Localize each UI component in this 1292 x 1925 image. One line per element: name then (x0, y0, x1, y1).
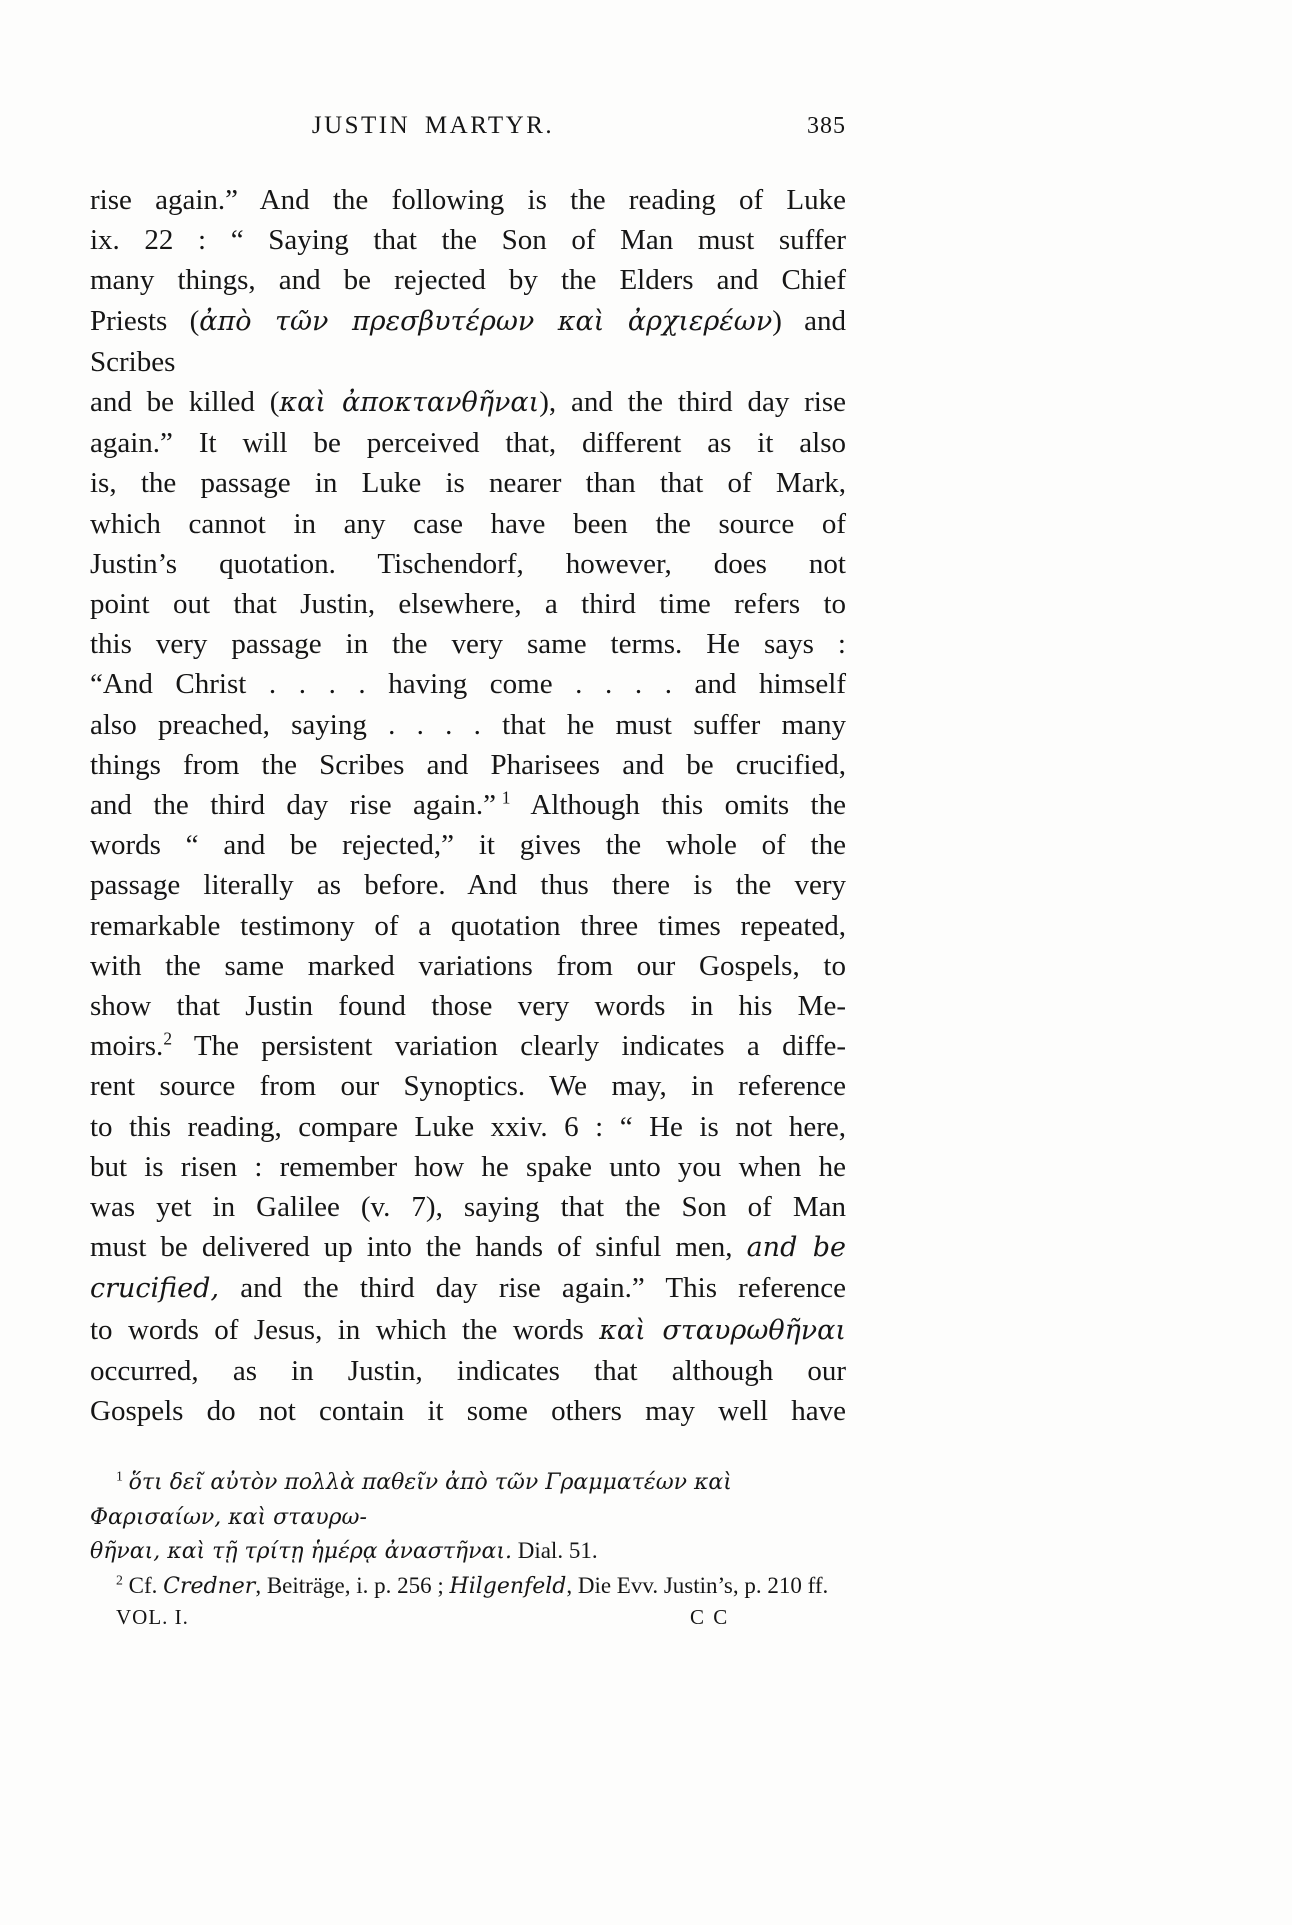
body-text-line: was yet in Galilee (v. 7), saying that the Son of Man (90, 1191, 846, 1224)
body-text-line: show that Justin found those very words in his Me- (90, 990, 846, 1023)
body-text-line: crucified, and the third day rise again.” This reference (90, 1272, 846, 1305)
body-text-line: point out that Justin, elsewhere, a third time refers to (90, 588, 846, 621)
text-column (90, 112, 846, 1637)
body-text-line: with the same marked variations from our Gospels, to (90, 949, 846, 982)
body-text-line: words “ and be rejected,” it gives the whole of the (90, 829, 846, 862)
body-text-line: ix. 22 : “ Saying that the Son of Man must suffer (90, 224, 846, 257)
body-text-line: rise again.” And the following is the reading of Luke (90, 184, 846, 216)
footnotes (90, 1465, 846, 1603)
body-text (90, 180, 846, 1431)
volume-label: VOL. I. (116, 1605, 189, 1630)
body-text-line: must be delivered up into the hands of sinful men, and be (90, 1231, 846, 1264)
body-text-line: Justin’s quotation. Tischendorf, however, does not (90, 547, 846, 580)
body-text-line: passage literally as before. And thus there is the very (90, 869, 846, 902)
body-text-line: remarkable testimony of a quotation three times repeated, (90, 909, 846, 942)
body-text-line: again.” It will be perceived that, different as it also (90, 427, 846, 460)
footer-row (90, 1605, 846, 1637)
body-text-line: to words of Jesus, in which the words καὶ σταυρωθῆναι (90, 1313, 846, 1346)
body-text-line: rent source from our Synoptics. We may, in reference (90, 1070, 846, 1103)
page-number: 385 (807, 113, 846, 139)
body-text-line: occurred, as in Justin, indicates that although our (90, 1354, 846, 1387)
printer-signature: C C (690, 1605, 730, 1630)
footnote-line: θῆναι, καὶ τῇ τρίτῃ ἡμέρᾳ ἀναστῆναι. Dial. 51. (90, 1538, 598, 1565)
body-text-line: and be killed (καὶ ἀποκτανθῆναι), and the third day rise (90, 386, 846, 419)
running-title: JUSTIN MARTYR. (311, 112, 555, 139)
running-header (90, 112, 846, 158)
footnote-line: $^2$ Cf. Credner, Beiträge, i. p. 256 ; Hilgenfeld, Die Evv. Justin’s, p. 210 ff. (116, 1572, 829, 1599)
body-text-line: also preached, saying . . . . that he must suffer many (90, 708, 846, 741)
body-text-line: which cannot in any case have been the source of (90, 507, 846, 540)
body-text-line: Priests (ἀπὸ τῶν πρεσβυτέρων καὶ ἀρχιερέων) and Scribes (90, 304, 846, 378)
body-text-line: this very passage in the very same terms. He says : (90, 628, 846, 661)
body-text-line: many things, and be rejected by the Elders and Chief (90, 264, 846, 297)
body-text-line: and the third day rise again.” $^1$ Although this omits the (90, 787, 846, 822)
footnote-line: $^1$ ὅτι δεῖ αὐτὸν πολλὰ παθεῖν ἀπὸ τῶν Γραμματέων καὶ Φαρισαίων, καὶ σταυρω- (90, 1468, 732, 1530)
body-text-line: is, the passage in Luke is nearer than that of Mark, (90, 467, 846, 500)
body-text-line: things from the Scribes and Pharisees and be crucified, (90, 748, 846, 781)
body-text-line: Gospels do not contain it some others may well have (90, 1395, 846, 1428)
body-text-line: “And Christ . . . . having come . . . . and himself (90, 668, 846, 701)
body-text-line: moirs.$^2$ The persistent variation clearly indicates a diffe- (90, 1028, 846, 1063)
body-text-line: but is risen : remember how he spake unto you when he (90, 1150, 846, 1183)
body-text-line: to this reading, compare Luke xxiv. 6 : “ He is not here, (90, 1110, 846, 1143)
